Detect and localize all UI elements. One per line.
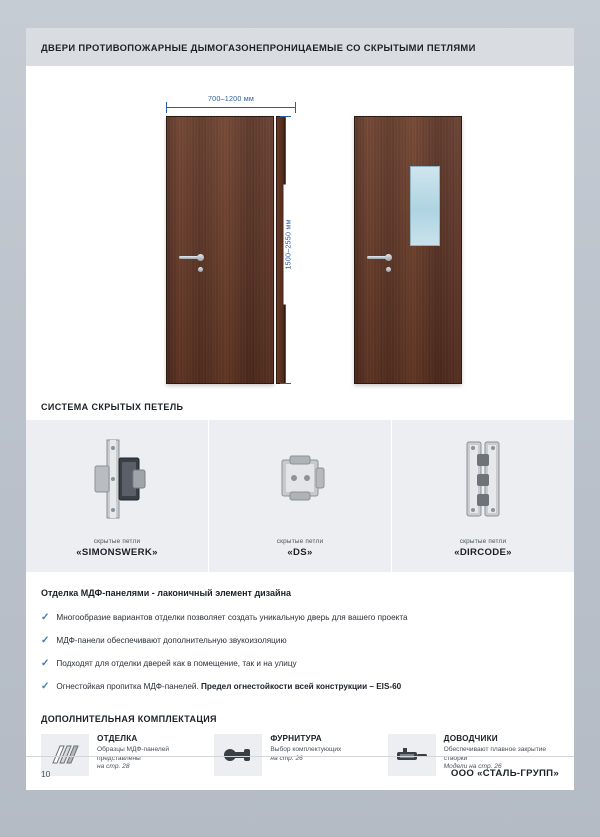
- hinge-card-ds: [208, 420, 391, 572]
- check-icon: ✓: [41, 612, 50, 623]
- extras-item-ref: на стр. 26: [270, 754, 303, 762]
- extras-item-ref: на стр. 28: [97, 763, 130, 771]
- bullet-text: Многообразие вариантов отделки позволяет создать уникальную дверь для вашего проекта: [56, 613, 408, 622]
- width-dimension-label: 700–1200 мм: [207, 94, 255, 103]
- hinges-band: [26, 420, 574, 572]
- height-dimension: [275, 116, 295, 384]
- bullet-text-emphasis: Предел огнестойкости всей конструкции – EIS-60: [201, 682, 402, 691]
- hinge-caption: скрытые петли: [93, 538, 141, 545]
- extras-section-title: ДОПОЛНИТЕЛЬНАЯ КОМПЛЕКТАЦИЯ: [41, 714, 217, 724]
- list-item: [41, 612, 561, 623]
- extras-item-ref: Модели на стр. 26: [443, 763, 502, 771]
- hinge-card-dircode: [391, 420, 574, 572]
- hinge-name: «SIMONSWERK»: [76, 547, 158, 558]
- hinge-ds-icon: [264, 436, 336, 527]
- width-dimension: [166, 94, 296, 112]
- hinges-section-title: СИСТЕМА СКРЫТЫХ ПЕТЕЛЬ: [41, 402, 184, 412]
- extras-item-desc: Выбор комплектующих: [270, 746, 342, 753]
- width-dimension-cap-left: [166, 102, 167, 113]
- page-number: 10: [41, 768, 51, 779]
- page-footer: [26, 756, 574, 790]
- mdf-bullet-list: [41, 612, 561, 704]
- extras-item-name: ФУРНИТУРА: [270, 734, 322, 743]
- bullet-text: МДФ-панели обеспечивают дополнительную звукоизоляцию: [56, 636, 287, 645]
- extras-item-name: ОТДЕЛКА: [97, 734, 138, 743]
- check-icon: ✓: [41, 635, 50, 646]
- hinge-caption: скрытые петли: [459, 538, 507, 545]
- list-item: [41, 635, 561, 646]
- page-header: [26, 28, 574, 66]
- check-icon: ✓: [41, 658, 50, 669]
- height-dimension-label: 1500–2550 мм: [284, 185, 293, 305]
- door-drawing-area: [26, 66, 574, 386]
- hinge-caption: скрытые петли: [276, 538, 324, 545]
- bullet-text: Подходят для отделки дверей как в помещение, так и на улицу: [56, 659, 297, 668]
- door-glazed-illustration: [354, 116, 462, 384]
- handle-rose-icon: [385, 254, 392, 261]
- lock-cylinder-icon: [198, 267, 203, 272]
- hinge-dircode-icon: [447, 436, 519, 527]
- company-name: ООО «СТАЛЬ-ГРУПП»: [450, 768, 559, 779]
- height-dimension-cap-top: [280, 116, 291, 117]
- list-item: [41, 658, 561, 669]
- hinge-simonswerk-icon: [81, 436, 153, 527]
- hinge-card-simonswerk: [26, 420, 208, 572]
- width-dimension-cap-right: [295, 102, 296, 113]
- door-solid-illustration: [166, 116, 274, 384]
- width-dimension-line: [166, 107, 296, 108]
- door-glass-panel: [410, 166, 440, 246]
- check-icon: ✓: [41, 681, 50, 692]
- mdf-section-title: Отделка МДФ-панелями - лаконичный элемент дизайна: [41, 588, 292, 598]
- height-dimension-cap-bottom: [280, 383, 291, 384]
- list-item: [41, 681, 561, 692]
- bullet-text: Огнестойкая пропитка МДФ-панелей.: [56, 682, 201, 691]
- hinge-name: «DIRCODE»: [454, 547, 512, 558]
- page-sheet: [26, 28, 574, 790]
- lock-cylinder-icon: [386, 267, 391, 272]
- extras-item-desc: Обеспечивают плавное закрытие створки: [443, 746, 547, 762]
- page-title: ДВЕРИ ПРОТИВОПОЖАРНЫЕ ДЫМОГАЗОНЕПРОНИЦАЕМЫЕ СО СКРЫТЫМИ ПЕТЛЯМИ: [41, 41, 476, 53]
- hinge-name: «DS»: [287, 547, 313, 558]
- extras-item-name: ДОВОДЧИКИ: [443, 734, 498, 743]
- handle-rose-icon: [197, 254, 204, 261]
- extras-item-desc: Образцы МДФ-панелей представлены: [97, 746, 170, 762]
